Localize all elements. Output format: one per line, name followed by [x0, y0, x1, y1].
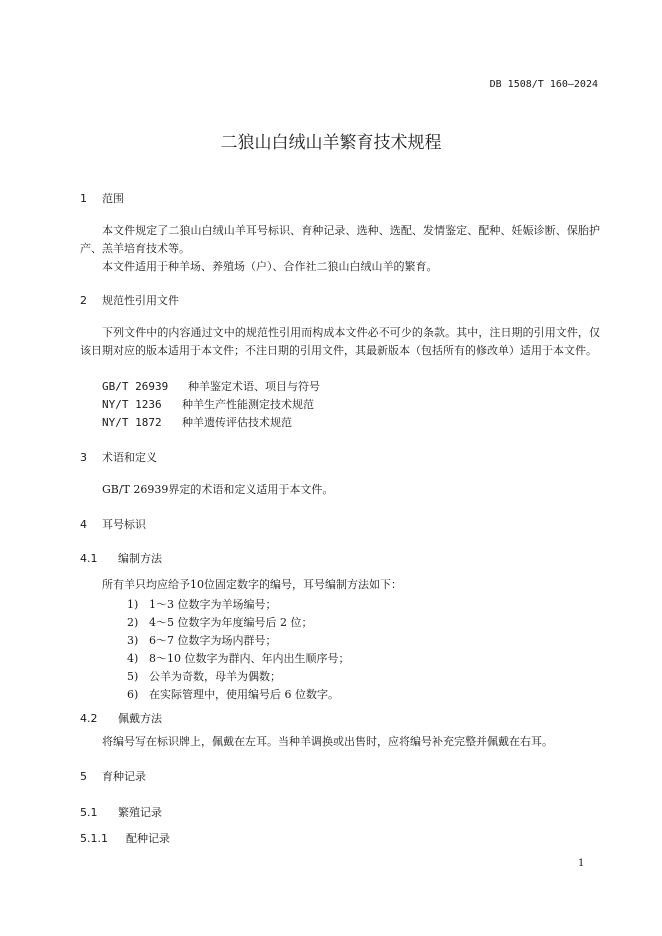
list-item: [127, 686, 339, 704]
list-item-text: 8～10 位数字为群内、年内出生顺序号；: [149, 652, 350, 665]
section-1-paragraph-1: 本文件规定了二狼山白绒山羊耳号标识、育种记录、选种、选配、发情鉴定、配种、妊娠诊断、保胎护产、羔羊培育技术等。: [80, 224, 600, 255]
subsection-number: 4.2: [80, 712, 98, 725]
list-item-text: 1～3 位数字为羊场编号；: [149, 598, 277, 611]
reference-name: 种羊遗传评估技术规范: [182, 416, 292, 429]
list-item: [127, 614, 313, 632]
subsection-title: 繁殖记录: [118, 806, 162, 819]
reference-name: 种羊鉴定术语、项目与符号: [188, 380, 320, 393]
section-3-heading: [80, 449, 157, 465]
subsection-title: 配种记录: [126, 832, 170, 845]
section-number: 3: [80, 451, 87, 464]
list-item: [127, 650, 350, 668]
subsection-number: 5.1.1: [80, 832, 108, 845]
reference-code: NY/T 1236: [102, 398, 162, 411]
list-item: [127, 632, 277, 650]
reference-name: 种羊生产性能测定技术规范: [182, 398, 314, 411]
subsection-title: 编制方法: [118, 552, 162, 565]
document-number: DB 1508/T 160—2024: [489, 79, 598, 90]
section-title: 规范性引用文件: [102, 294, 179, 307]
subsection-4-1-heading: [80, 550, 162, 566]
section-3-paragraph-1: GB/T 26939界定的术语和定义适用于本文件。: [102, 483, 334, 496]
section-number: 2: [80, 294, 87, 307]
section-2-paragraph-1: 下列文件中的内容通过文中的规范性引用而构成本文件必不可少的条款。其中，注日期的引用文件，仅该日期对应的版本适用于本文件；不注日期的引用文件，其最新版本（包括所有的修改单）适用于本文件。: [80, 326, 600, 357]
section-1-paragraph-2: 本文件适用于种羊场、养殖场（户）、合作社二狼山白绒山羊的繁育。: [102, 260, 438, 273]
section-title: 范围: [102, 192, 124, 205]
list-item-number: 5): [127, 670, 139, 683]
reference-item: [102, 414, 292, 432]
subsection-5-1-heading: [80, 804, 162, 820]
section-title: 耳号标识: [102, 518, 146, 531]
list-item-text: 4～5 位数字为年度编号后 2 位；: [149, 616, 313, 629]
subsection-title: 佩戴方法: [118, 712, 162, 725]
list-item-number: 2): [127, 616, 139, 629]
section-title: 术语和定义: [102, 451, 157, 464]
reference-code: NY/T 1872: [102, 416, 162, 429]
subsection-number: 4.1: [80, 552, 98, 565]
subsection-4-1-intro: 所有羊只均应给予10位固定数字的编号，耳号编制方法如下：: [102, 578, 402, 591]
section-4-heading: [80, 516, 146, 532]
section-2-heading: [80, 292, 179, 308]
page-number: 1: [578, 858, 585, 869]
list-item-number: 3): [127, 634, 139, 647]
section-5-heading: [80, 768, 146, 784]
list-item: [127, 668, 281, 686]
reference-code: GB/T 26939: [102, 380, 169, 393]
reference-item: [102, 378, 320, 396]
list-item: [127, 596, 277, 614]
subsection-4-2-heading: [80, 710, 162, 726]
document-title: 二狼山白绒山羊繁育技术规程: [220, 133, 442, 153]
section-number: 4: [80, 518, 87, 531]
list-item-number: 1): [127, 598, 139, 611]
subsection-5-1-1-heading: [80, 830, 170, 846]
subsection-4-2-paragraph: 将编号写在标识牌上，佩戴在左耳。当种羊调换或出售时，应将编号补充完整并佩戴在右耳。: [102, 735, 553, 748]
section-title: 育种记录: [102, 770, 146, 783]
list-item-text: 公羊为奇数，母羊为偶数；: [149, 670, 281, 683]
section-1-heading: [80, 190, 124, 206]
list-item-text: 6～7 位数字为场内群号；: [149, 634, 277, 647]
list-item-number: 6): [127, 688, 139, 701]
section-number: 5: [80, 770, 87, 783]
list-item-text: 在实际管理中，使用编号后 6 位数字。: [149, 688, 339, 701]
subsection-number: 5.1: [80, 806, 98, 819]
section-number: 1: [80, 192, 87, 205]
reference-item: [102, 396, 314, 414]
list-item-number: 4): [127, 652, 139, 665]
